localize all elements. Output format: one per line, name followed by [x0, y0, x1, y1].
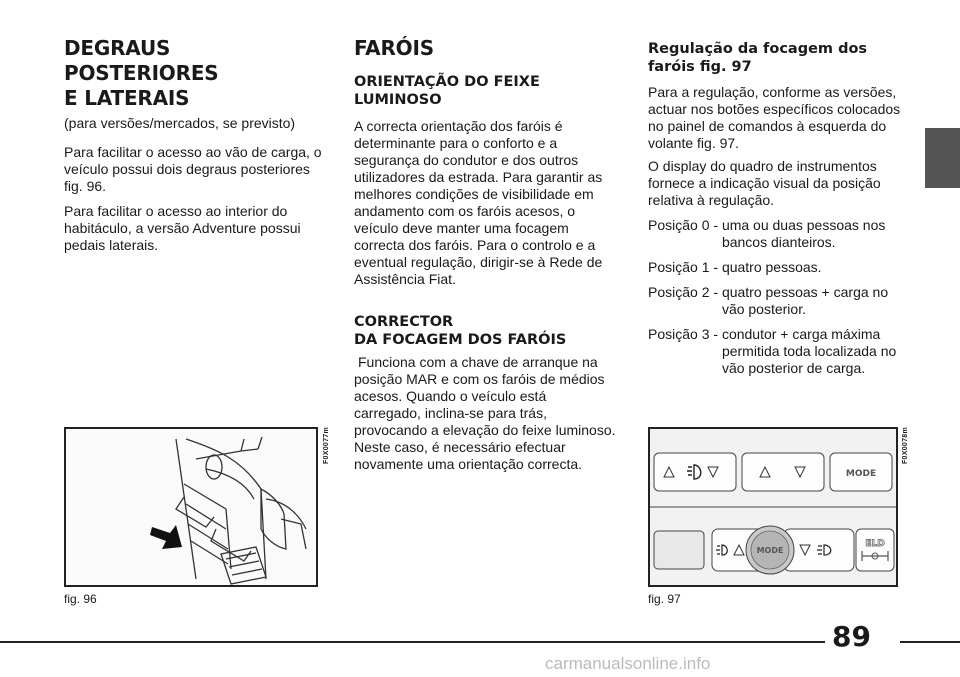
left-column: [64, 36, 326, 254]
middle-column: [354, 36, 616, 473]
subtitle-line: faróis fig. 97: [648, 59, 752, 75]
position-text: quatro pessoas + carga no vão posterior.: [721, 284, 889, 317]
subsection-title: [354, 73, 616, 109]
headlight-controls-illustration: [650, 429, 896, 585]
subtitle-line: ORIENTAÇÃO DO FEIXE: [354, 74, 540, 90]
blank-button: [654, 531, 704, 569]
subtitle-line: CORRECTOR: [354, 314, 454, 330]
position-text: condutor + carga máxima permitida toda localizada no vão posterior de carga.: [721, 326, 897, 376]
position-item: [648, 259, 910, 276]
subtitle-line: LUMINOSO: [354, 92, 442, 108]
figure-caption: fig. 96: [64, 592, 97, 606]
position-label: Posição 1 -: [648, 259, 722, 275]
subtitle-line: Regulação da focagem dos: [648, 41, 868, 57]
arrow-icon: [150, 525, 182, 549]
position-item: [648, 326, 910, 377]
figure-code: F0X0077m: [323, 427, 330, 465]
section-title: [64, 36, 326, 111]
figure-97-headlight-controls: [648, 427, 898, 587]
position-label: Posição 2 -: [648, 284, 722, 300]
title-line: POSTERIORES: [64, 61, 219, 85]
position-item: [648, 217, 910, 251]
paragraph: Para facilitar o acesso ao vão de carga, o veículo possui dois degraus posteriores fig. 96.: [64, 144, 322, 194]
rear-steps-illustration: [66, 429, 316, 585]
right-column: [648, 36, 910, 377]
divider: [0, 641, 825, 643]
position-text: uma ou duas pessoas nos bancos dianteiros.: [721, 217, 886, 250]
position-text: quatro pessoas.: [721, 259, 822, 275]
subsection-title: [354, 313, 616, 349]
section-title: FARÓIS: [354, 36, 434, 60]
version-note: (para versões/mercados, se previsto): [64, 115, 296, 131]
mode-label: MODE: [845, 469, 877, 479]
figure-caption: fig. 97: [648, 592, 681, 606]
position-label: Posição 0 -: [648, 217, 722, 233]
mode-knob-label: MODE: [756, 546, 784, 555]
paragraph: A correcta orientação dos faróis é determinante para o conforto e a segurança do condutor e dos outros utilizadores da estrada. Para garantir as melhores condições de visibilidade em andamento com os faróis acesos, o veículo deve manter uma focagem correcta dos faróis. Para o controlo e a eventual regulação, dirigir-se à Rede de Assistência Fiat.: [354, 118, 603, 287]
paragraph: Para a regulação, conforme as versões, actuar nos botões específicos colocados no painel de comandos à esquerda do volante fig. 97.: [648, 84, 901, 151]
figure-code: F0X0078m: [902, 427, 909, 465]
section-tab: [925, 128, 960, 188]
footer-watermark: carmanualsonline.info: [545, 654, 711, 673]
divider: [900, 641, 960, 643]
subsection-title: [648, 40, 910, 76]
title-line: DEGRAUS: [64, 36, 171, 60]
paragraph: Funciona com a chave de arranque na posição MAR e com os faróis de médios acesos. Quando o veículo está carregado, inclina-se para trás, provocando a elevação do feixe luminoso. Neste caso, é necessário efectuar novamente uma orientação correcta.: [354, 354, 616, 472]
subtitle-line: DA FOCAGEM DOS FARÓIS: [354, 332, 567, 348]
eld-label: ELD: [865, 539, 885, 549]
eld-button: [856, 529, 894, 571]
position-item: [648, 284, 910, 318]
level-button: [742, 453, 824, 491]
page-number: 89: [832, 620, 871, 653]
title-line: E LATERAIS: [64, 86, 190, 110]
paragraph: O display do quadro de instrumentos fornece a indicação visual da posição relativa à regulação.: [648, 158, 881, 208]
figure-96-rear-steps: [64, 427, 318, 587]
position-label: Posição 3 -: [648, 326, 722, 342]
paragraph: Para facilitar o acesso ao interior do habitáculo, a versão Adventure possui pedais laterais.: [64, 203, 301, 253]
